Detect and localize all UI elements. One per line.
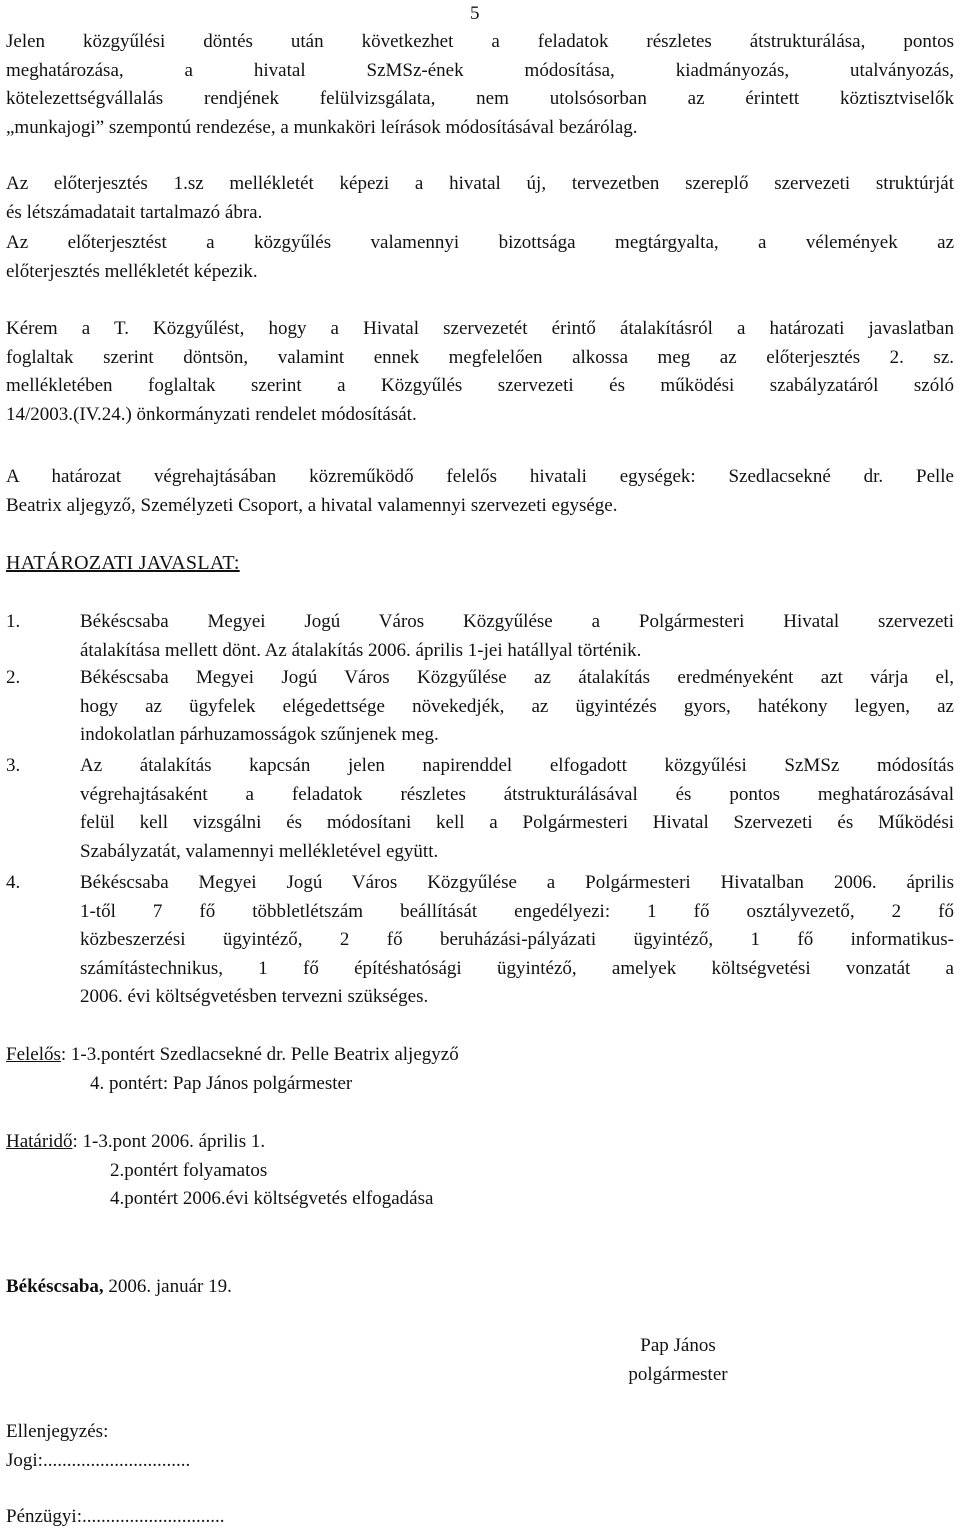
deadline-text: : 1-3.pont 2006. április 1. [72,1131,266,1152]
request-line: foglaltak szerint döntsön, valamint ennek megfelelően alkossa meg az előterjesztés 2. sz. [6,346,954,368]
item-line: végrehajtásaként a feladatok részletes átstrukturálásával és pontos meghatározásával [80,783,954,805]
item-line: közbeszerzési ügyintéző, 2 fő beruházási-pályázati ügyintéző, 1 fő informatikus- [80,929,954,950]
intro-paragraph [6,28,954,142]
item-line: hogy az ügyfelek elégedettsége növekedjék, az ügyintézés gyors, hatékony legyen, az [80,695,954,717]
countersign-label: Ellenjegyzés: [6,1421,109,1442]
committee-paragraph [6,229,954,286]
item-line: 2006. évi költségvetésben tervezni szükséges. [80,986,429,1007]
deadline-row [6,1128,954,1157]
countersign-block [6,1418,954,1532]
page-number: 5 [470,3,480,24]
resolution-heading: HATÁROZATI JAVASLAT: [6,552,240,574]
resolution-item [6,869,954,1012]
intro-line: „munkajogi” szempontú rendezése, a munkaköri leírások módosításával bezárólag. [6,116,638,138]
request-line: 14/2003.(IV.24.) önkormányzati rendelet módosítását. [6,403,417,425]
signature-name: Pap János [640,1335,716,1356]
committee-line: Az előterjesztést a közgyűlés valamennyi bizottsága megtárgyalta, a vélemények az [6,232,954,253]
responsible-label: Felelős [6,1044,61,1065]
item-line: felül kell vizsgálni és módosítani kell a Polgármesteri Hivatal Szervezeti és Működési [80,812,954,833]
date-line [6,1273,954,1302]
item-line: átalakítása mellett dönt. Az átalakítás 2006. április 1-jei hatállyal történik. [80,639,642,661]
deadline-label: Határidő [6,1131,73,1152]
intro-line: meghatározása, a hivatal SzMSz-ének módosítása, kiadmányozás, utalványozás, [6,59,954,81]
intro-line: Jelen közgyűlési döntés után következhet a feladatok részletes átstrukturálása, pontos [6,31,954,52]
signature-title: polgármester [628,1363,728,1385]
item-line: Békéscsaba Megyei Jogú Város Közgyűlése a Polgármesteri Hivatal szervezeti [80,611,954,632]
date-text: 2006. január 19. [103,1276,232,1297]
annex-line: Az előterjesztés 1.sz mellékletét képezi a hivatal új, tervezetben szereplő szervezeti struktúrját [6,173,954,194]
responsible-line: Beatrix aljegyző, Személyzeti Csoport, a hivatal valamennyi szervezeti egysége. [6,494,618,516]
countersign-legal: Jogi:............................... [6,1449,191,1471]
item-line: Békéscsaba Megyei Jogú Város Közgyűlése a Polgármesteri Hivatalban 2006. április [80,872,954,893]
countersign-finance: Pénzügyi:.............................. [6,1506,225,1527]
resolution-item [6,608,954,665]
responsible-text: : 1-3.pontért Szedlacsekné dr. Pelle Beatrix aljegyző [60,1044,459,1065]
responsible-row [6,1041,954,1070]
signature-block [598,1332,758,1389]
intro-line: kötelezettségvállalás rendjének felülvizsgálata, nem utolsósorban az érintett köztisztviselők [6,88,954,109]
resolution-item [6,752,954,866]
item-line: 1-től 7 fő többletlétszám beállítását engedélyezi: 1 fő osztályvezető, 2 fő [80,900,954,922]
item-number: 3. [6,755,21,776]
deadline-row: 2.pontért folyamatos [110,1159,268,1181]
item-line: indokolatlan párhuzamosságok szűnjenek meg. [80,724,439,745]
item-line: Szabályzatát, valamennyi mellékletével együtt. [80,840,439,862]
responsible-paragraph [6,463,954,520]
committee-line: előterjesztés mellékletét képezik. [6,260,258,282]
resolution-item [6,664,954,750]
annex-paragraph [6,170,954,227]
item-line: Békéscsaba Megyei Jogú Város Közgyűlése az átalakítás eredményeként azt várja el, [80,667,954,688]
item-line: Az átalakítás kapcsán jelen napirenddel elfogadott közgyűlési SzMSz módosítás [80,755,954,776]
item-number: 1. [6,611,21,632]
item-number: 4. [6,872,21,893]
request-paragraph [6,315,954,429]
responsible-block [6,1041,954,1098]
responsible-line: A határozat végrehajtásában közreműködő felelős hivatali egységek: Szedlacsekné dr. Pelle [6,466,954,487]
responsible-row: 4. pontért: Pap János polgármester [90,1072,353,1094]
request-line: Kérem a T. Közgyűlést, hogy a Hivatal szervezetét érintő átalakításról a határozati javaslatban [6,318,954,339]
date-city: Békéscsaba, [6,1276,104,1297]
deadline-row: 4.pontért 2006.évi költségvetés elfogadása [110,1188,434,1209]
deadline-block [6,1128,954,1214]
item-line: számítástechnikus, 1 fő építéshatósági ügyintéző, amelyek költségvetési vonzatát a [80,957,954,979]
annex-line: és létszámadatait tartalmazó ábra. [6,201,263,223]
item-number: 2. [6,667,21,688]
request-line: mellékletében foglaltak szerint a Közgyűlés szervezeti és működési szabályzatáról szóló [6,375,954,396]
